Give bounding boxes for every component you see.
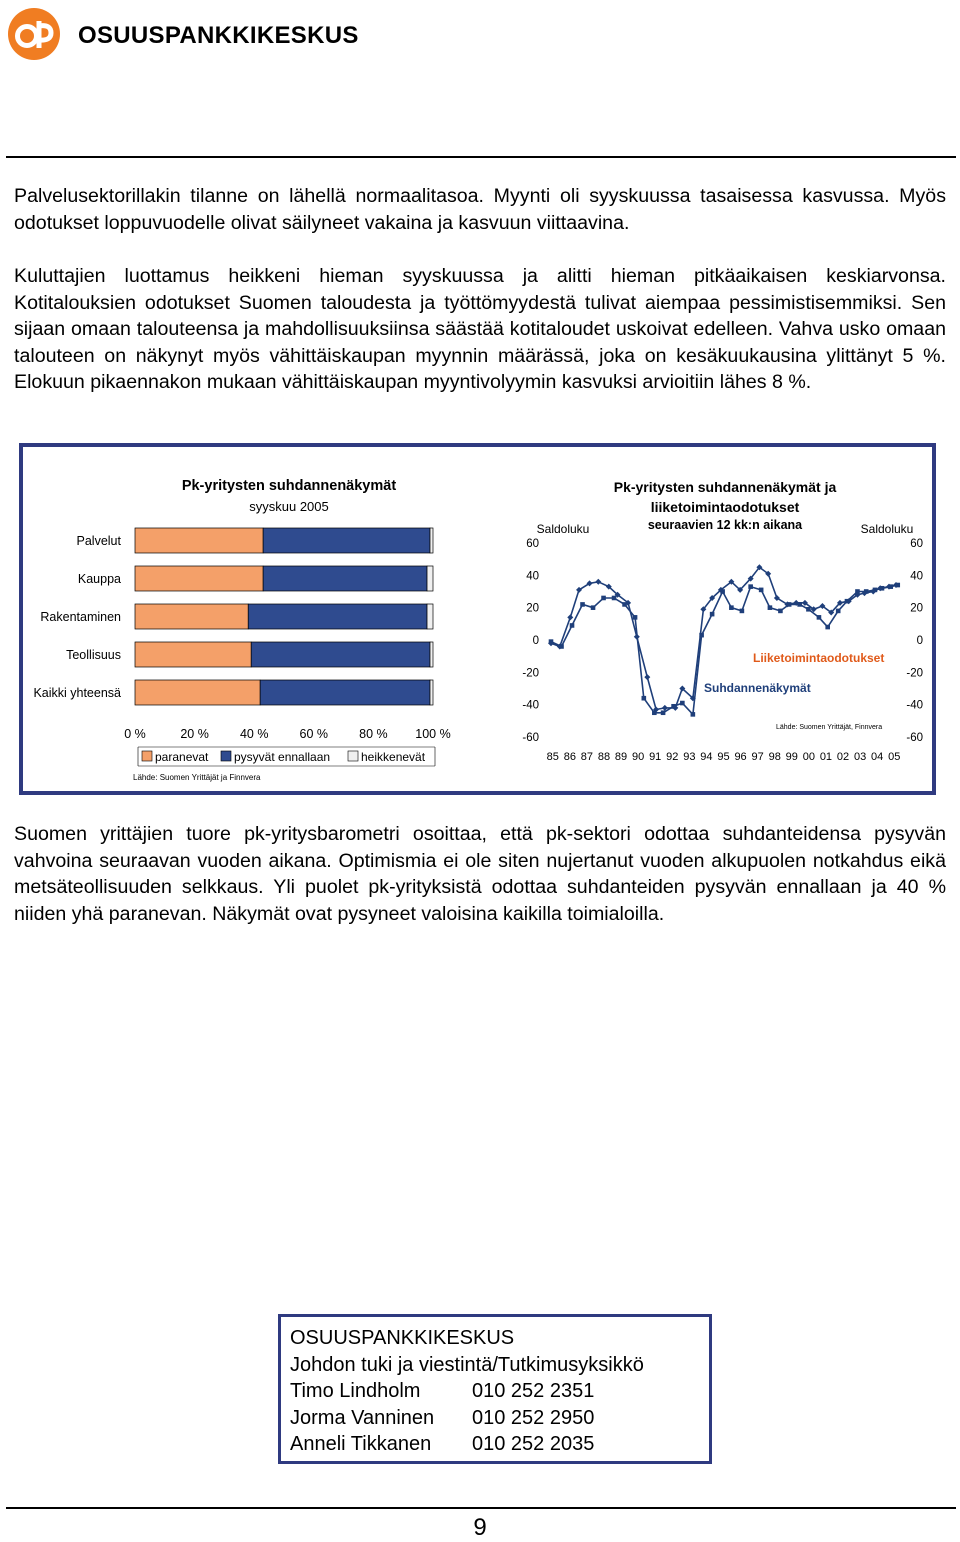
series-point (633, 615, 638, 620)
bar-segment-heikkenevät (430, 680, 433, 705)
legend-swatch-paranevat (142, 751, 152, 761)
bar-segment-paranevat (135, 566, 263, 591)
line-x-tick-label: 00 (802, 751, 815, 763)
annotation-suhdannenakymat: Suhdannenäkymät (704, 681, 811, 695)
bar-segment-heikkenevät (427, 566, 433, 591)
line-x-tick-label: 95 (717, 751, 730, 763)
series-point (661, 710, 666, 715)
series-point (836, 609, 841, 614)
line-x-tick-label: 88 (597, 751, 611, 763)
bar-x-tick-label: 20 % (180, 727, 209, 741)
contact-unit: Johdon tuki ja viestintä/Tutkimusyksikkö (290, 1353, 644, 1376)
series-point (778, 609, 783, 614)
series-point (806, 607, 811, 612)
line-x-tick-label: 93 (683, 751, 696, 763)
series-point (642, 696, 647, 701)
contact-box (278, 1314, 712, 1464)
series-point (580, 602, 585, 607)
line-x-tick-label: 91 (649, 751, 662, 763)
contact-phone: 010 252 2035 (472, 1433, 595, 1455)
series-point (595, 579, 601, 585)
line-y-tick-label-right: 40 (910, 570, 923, 583)
contact-name: Timo Lindholm (290, 1380, 421, 1402)
line-y-tick-label-right: -60 (906, 732, 923, 744)
line-x-tick-label: 03 (853, 751, 867, 763)
line-chart (522, 479, 923, 763)
line-chart-title-3: seuraavien 12 kk:n aikana (647, 518, 803, 532)
line-x-tick-label: 86 (563, 751, 576, 763)
series-point (729, 605, 734, 610)
line-x-tick-label: 99 (785, 751, 798, 763)
line-y-tick-label-right: -20 (906, 667, 923, 680)
series-point (612, 596, 617, 601)
series-point (570, 623, 575, 628)
line-y-tick-label-left: 0 (532, 635, 539, 647)
bar-segment-pysyvät (251, 642, 430, 667)
chart-figure-svg (23, 447, 932, 791)
page-number: 9 (473, 1514, 487, 1541)
paragraph-consumers: Kuluttajien luottamus heikkeni hieman syyskuussa ja alitti hieman pitkäaikaisen keskiarvonsa. Kotitalouksien odotukset Suomen taloudesta ja työttömyydestä tulivat aiempaa pessimistisemmiksi. Sen sijaan omaan talouteensa ja mahdollisuuksiinsa säästää kotitaloudet uskoivat edelleen. Vahva usko omaan talouteen on näkynyt myös vähittäiskaupan myynnin määrässä, joka on kesäkuukausina ylittänyt 5 %. Elokuun pikaennakon mukaan vähittäiskaupan myyntivolyymin kasvuksi arvioitiin lähes 8 %. (14, 265, 946, 393)
bar-category-label: Teollisuus (66, 648, 121, 662)
op-logo-icon (8, 8, 60, 60)
contact-org: OSUUSPANKKIKESKUS (290, 1327, 515, 1349)
legend-swatch-heikkenevat (348, 751, 358, 761)
contact-person (290, 1405, 709, 1432)
line-x-tick-label: 89 (614, 751, 628, 763)
series-point (567, 614, 573, 620)
y-axis-label-right: Saldoluku (860, 522, 914, 536)
line-x-tick-label: 96 (734, 751, 747, 763)
series-point (759, 588, 764, 593)
series-point (825, 625, 830, 630)
legend-label-heikkenevat: heikkenevät (361, 750, 426, 764)
bar-segment-paranevat (135, 680, 260, 705)
bar-segment-paranevat (135, 528, 263, 553)
contact-phone: 010 252 2950 (472, 1406, 595, 1429)
org-name: OSUUSPANKKIKESKUS (78, 22, 359, 49)
line-chart-source: Lähde: Suomen Yrittäjät, Finnvera (776, 724, 883, 731)
line-y-tick-label-right: 60 (910, 538, 923, 550)
line-x-tick-label: 90 (632, 751, 645, 763)
line-y-tick-label-right: 0 (916, 635, 923, 647)
series-point (768, 605, 773, 610)
line-y-tick-label-left: -20 (522, 667, 539, 680)
bar-segment-paranevat (135, 604, 248, 629)
contact-phone: 010 252 2351 (472, 1380, 595, 1402)
line-x-tick-label: 94 (700, 751, 713, 763)
series-point (634, 634, 640, 640)
line-y-tick-label-left: 40 (526, 570, 539, 583)
series-point (601, 596, 606, 601)
legend-label-paranevat: paranevat (155, 750, 209, 764)
series-point (691, 712, 696, 717)
legend-swatch-pysyvat (221, 751, 231, 761)
series-point (748, 584, 753, 589)
series-point (710, 612, 715, 617)
contact-name: Jorma Vanninen (290, 1406, 435, 1429)
series-point (591, 605, 596, 610)
series-point (817, 615, 822, 620)
bar-x-tick-label: 0 % (124, 727, 146, 741)
legend-label-pysyvat: pysyvät ennallaan (234, 750, 331, 764)
header-rule (6, 156, 956, 158)
bar-category-label: Rakentaminen (40, 610, 121, 624)
stacked-bar-chart (33, 478, 450, 782)
line-x-tick-label: 98 (768, 751, 781, 763)
paragraph-services: Palvelusektorillakin tilanne on lähellä normaalitasoa. Myynti oli syyskuussa tasaisessa kasvussa. Myös odotukset loppuvuodelle olivat säilyneet vakaina ja kasvuun viittaavina. (14, 185, 946, 234)
paragraph-sme-barometer: Suomen yrittäjien tuore pk-yritysbarometri osoittaa, että pk-sektori odottaa suhdanteidensa pysyvän vahvoina seuraavan vuoden aikana. Optimismia ei ole siten nujertanut vuoden alkupuolen notkahdus eikä metsäteollisuuden selkkaus. Yli puolet pk-yrityksistä odottaa suhdanteiden pysyvän ennallaan ja 40 % niiden yhä paranevan. Näkymät ovat pysyneet valoisina kaikilla toimialoilla. (14, 823, 946, 925)
line-x-tick-label: 87 (580, 751, 594, 763)
bar-segment-heikkenevät (430, 642, 433, 667)
bar-chart-source: Lähde: Suomen Yrittäjät ja Finnvera (133, 773, 261, 782)
series-point (680, 701, 685, 706)
annotation-liiketoimintaodotukset: Liiketoimintaodotukset (753, 651, 885, 665)
line-x-tick-label: 05 (888, 751, 901, 763)
bar-x-tick-label: 80 % (359, 727, 388, 741)
contact-person (290, 1431, 709, 1458)
bar-segment-pysyvät (263, 566, 427, 591)
line-y-tick-label-left: -60 (522, 732, 539, 744)
series-point (644, 674, 650, 680)
y-axis-label-left: Saldoluku (536, 522, 590, 536)
bar-segment-pysyvät (263, 528, 430, 553)
bar-segment-pysyvät (260, 680, 430, 705)
chart-figure (19, 443, 936, 795)
bar-x-tick-label: 40 % (239, 727, 269, 741)
line-y-tick-label-left: -40 (522, 699, 539, 712)
line-x-tick-label: 02 (836, 751, 850, 763)
line-y-tick-label-left: 60 (526, 538, 539, 550)
bar-x-tick-label: 100 % (415, 727, 451, 741)
bar-x-tick-label: 60 % (299, 727, 329, 741)
line-y-tick-label-right: -40 (906, 699, 923, 712)
bar-segment-paranevat (135, 642, 251, 667)
line-x-tick-label: 97 (751, 751, 764, 763)
bar-segment-pysyvät (248, 604, 427, 629)
line-x-tick-label: 04 (871, 751, 884, 763)
bar-chart-title: Pk-yritysten suhdannenäkymät (181, 478, 397, 494)
bar-category-label: Kaikki yhteensä (33, 686, 121, 700)
bar-segment-heikkenevät (427, 604, 433, 629)
line-chart-title-1: Pk-yritysten suhdannenäkymät ja (613, 479, 837, 495)
bar-segment-heikkenevät (430, 528, 433, 553)
line-y-tick-label-right: 20 (910, 602, 923, 615)
bar-category-label: Kauppa (77, 572, 121, 586)
line-chart-title-2: liiketoimintaodotukset (650, 499, 800, 515)
line-x-tick-label: 01 (819, 751, 833, 763)
series-point (740, 609, 745, 614)
line-x-tick-label: 85 (546, 751, 559, 763)
page-header (0, 0, 960, 80)
contact-person (290, 1378, 709, 1405)
footer-rule (6, 1507, 956, 1509)
line-y-tick-label-left: 20 (526, 602, 539, 615)
bar-category-label: Palvelut (76, 534, 121, 548)
line-x-tick-label: 92 (666, 751, 679, 763)
contact-name: Anneli Tikkanen (290, 1433, 432, 1455)
bar-chart-subtitle: syyskuu 2005 (249, 499, 329, 514)
